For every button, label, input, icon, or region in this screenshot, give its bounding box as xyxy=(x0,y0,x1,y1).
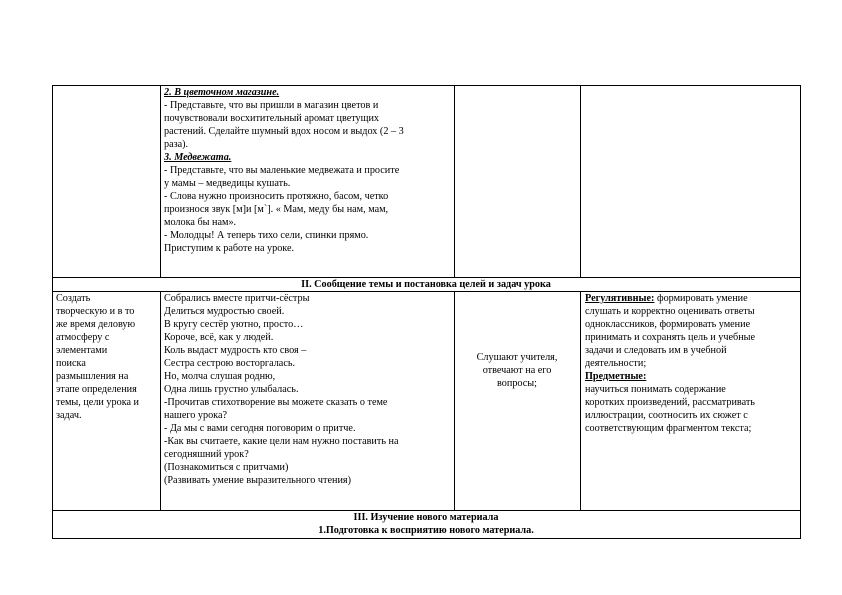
activity-line-text: раза). xyxy=(164,139,189,150)
activity-line-text: Приступим к работе на уроке. xyxy=(164,243,295,254)
uud-line-text: задачи и следовать им в учебной xyxy=(585,345,727,356)
uud-line-text: соответствующим фрагментом текста; xyxy=(585,423,752,434)
section3-heading: III. Изучение нового материала xyxy=(353,512,499,523)
teacher-line: Собрались вместе притчи-сёстры xyxy=(164,293,310,304)
goal-line: размышления на xyxy=(56,371,129,382)
activity-line-text: - Представьте, что вы маленькие медвежата и просите xyxy=(164,165,400,176)
activity-line-text: почувствовали восхитительный аромат цветущих xyxy=(164,113,380,124)
student-activity-cell xyxy=(455,351,579,396)
activity-line xyxy=(164,151,452,164)
activity-line-text: - Молодцы! А теперь тихо сели, спинки прямо. xyxy=(164,230,369,241)
goal-line: элементами xyxy=(56,345,108,356)
activity-line xyxy=(164,229,452,242)
teacher-line: Сестра сестрою восторгалась. xyxy=(164,358,296,369)
teacher-line: нашего урока? xyxy=(164,410,228,421)
uud-line-text: слушать и корректно оценивать ответы xyxy=(585,306,755,317)
uud-line xyxy=(585,305,798,318)
goal-line: темы, цели урока и xyxy=(56,397,140,408)
teacher-line: сегодняшний урок? xyxy=(164,449,249,460)
table-right-border xyxy=(800,85,801,539)
uud-line-text: коротких произведений, рассматривать xyxy=(585,397,755,408)
goal-line: же время деловую xyxy=(56,319,136,330)
goal-line: атмосферу с xyxy=(56,332,110,343)
uud-line-text: Регулятивные: xyxy=(585,293,655,304)
uud-line-text: иллюстрации, соотносить их сюжет с xyxy=(585,410,748,421)
goal-line: этапе определения xyxy=(56,384,137,395)
teacher-line: (Развивать умение выразительного чтения) xyxy=(164,475,351,486)
activity-line xyxy=(164,216,452,229)
activity-line xyxy=(164,203,452,216)
activity-line-text: - Слова нужно произносить протяжно, басом, четко xyxy=(164,191,389,202)
uud-line xyxy=(585,396,798,409)
teacher-line: Делиться мудростью своей. xyxy=(164,306,285,317)
activity-line xyxy=(164,164,452,177)
uud-cell xyxy=(585,292,798,509)
uud-line-text: Предметные: xyxy=(585,371,647,382)
activity-line xyxy=(164,125,452,138)
uud-line-text: научиться понимать содержание xyxy=(585,384,726,395)
goal-line: творческую и в то xyxy=(56,306,135,317)
top-row-activity-cell xyxy=(164,86,452,276)
uud-line xyxy=(585,383,798,396)
uud-line xyxy=(585,318,798,331)
activity-line xyxy=(164,99,452,112)
activity-line xyxy=(164,190,452,203)
activity-line-text: растений. Сделайте шумный вдох носом и выдох (2 – 3 xyxy=(164,126,404,137)
teacher-line: (Познакомиться с притчами) xyxy=(164,462,289,473)
column-divider-1b xyxy=(160,291,161,510)
teacher-line: В кругу сестёр уютно, просто… xyxy=(164,319,304,330)
teacher-line: - Да мы с вами сегодня поговорим о притче. xyxy=(164,423,356,434)
activity-line-text: 2. В цветочном магазине. xyxy=(164,87,280,98)
uud-line xyxy=(585,409,798,422)
section3-subheading: 1.Подготовка к восприятию нового материала. xyxy=(318,525,534,536)
activity-line xyxy=(164,86,452,99)
goal-line: поиска xyxy=(56,358,86,369)
column-divider-3b xyxy=(580,291,581,510)
column-divider-3 xyxy=(580,85,581,277)
stage-goal-cell xyxy=(56,292,159,509)
uud-line-text: деятельности; xyxy=(585,358,647,369)
uud-line-text: одноклассников, формировать умение xyxy=(585,319,751,330)
uud-line xyxy=(585,370,798,383)
teacher-line: -Прочитав стихотворение вы можете сказать о теме xyxy=(164,397,388,408)
uud-line-rest: формировать умение xyxy=(654,293,748,304)
table-bottom-border xyxy=(52,538,800,539)
student-line: отвечают на его xyxy=(482,365,552,376)
goal-line: задач. xyxy=(56,410,82,421)
activity-line xyxy=(164,242,452,255)
goal-line: Создать xyxy=(56,293,91,304)
activity-line xyxy=(164,138,452,151)
teacher-activity-cell xyxy=(164,292,452,509)
uud-line xyxy=(585,357,798,370)
column-divider-2 xyxy=(454,85,455,277)
column-divider-2b xyxy=(454,291,455,510)
uud-line-text: принимать и сохранять цель и учебные xyxy=(585,332,756,343)
activity-line-text: - Представьте, что вы пришли в магазин цветов и xyxy=(164,100,379,111)
column-divider-1 xyxy=(160,85,161,277)
activity-line-text: 3. Медвежата. xyxy=(164,152,232,163)
teacher-line: Одна лишь грустно улыбалась. xyxy=(164,384,299,395)
activity-line-text: молока бы нам». xyxy=(164,217,237,228)
activity-line-text: у мамы – медведицы кушать. xyxy=(164,178,291,189)
activity-line xyxy=(164,112,452,125)
student-line: вопросы; xyxy=(497,378,537,389)
student-line: Слушают учителя, xyxy=(476,352,558,363)
teacher-line: -Как вы считаете, какие цели нам нужно поставить на xyxy=(164,436,399,447)
teacher-line: Коль выдаст мудрость кто своя – xyxy=(164,345,307,356)
activity-line-text: произнося звук [м]и [м`]. « Мам, меду бы нам, мам, xyxy=(164,204,389,215)
teacher-line: Короче, всё, как у людей. xyxy=(164,332,274,343)
table-left-border xyxy=(52,85,53,539)
section2-heading: II. Сообщение темы и постановка целей и задач урока xyxy=(301,279,551,290)
uud-line xyxy=(585,292,798,305)
activity-line xyxy=(164,177,452,190)
uud-line xyxy=(585,331,798,344)
uud-line xyxy=(585,422,798,435)
uud-line xyxy=(585,344,798,357)
teacher-line: Но, молча слушая родню, xyxy=(164,371,276,382)
